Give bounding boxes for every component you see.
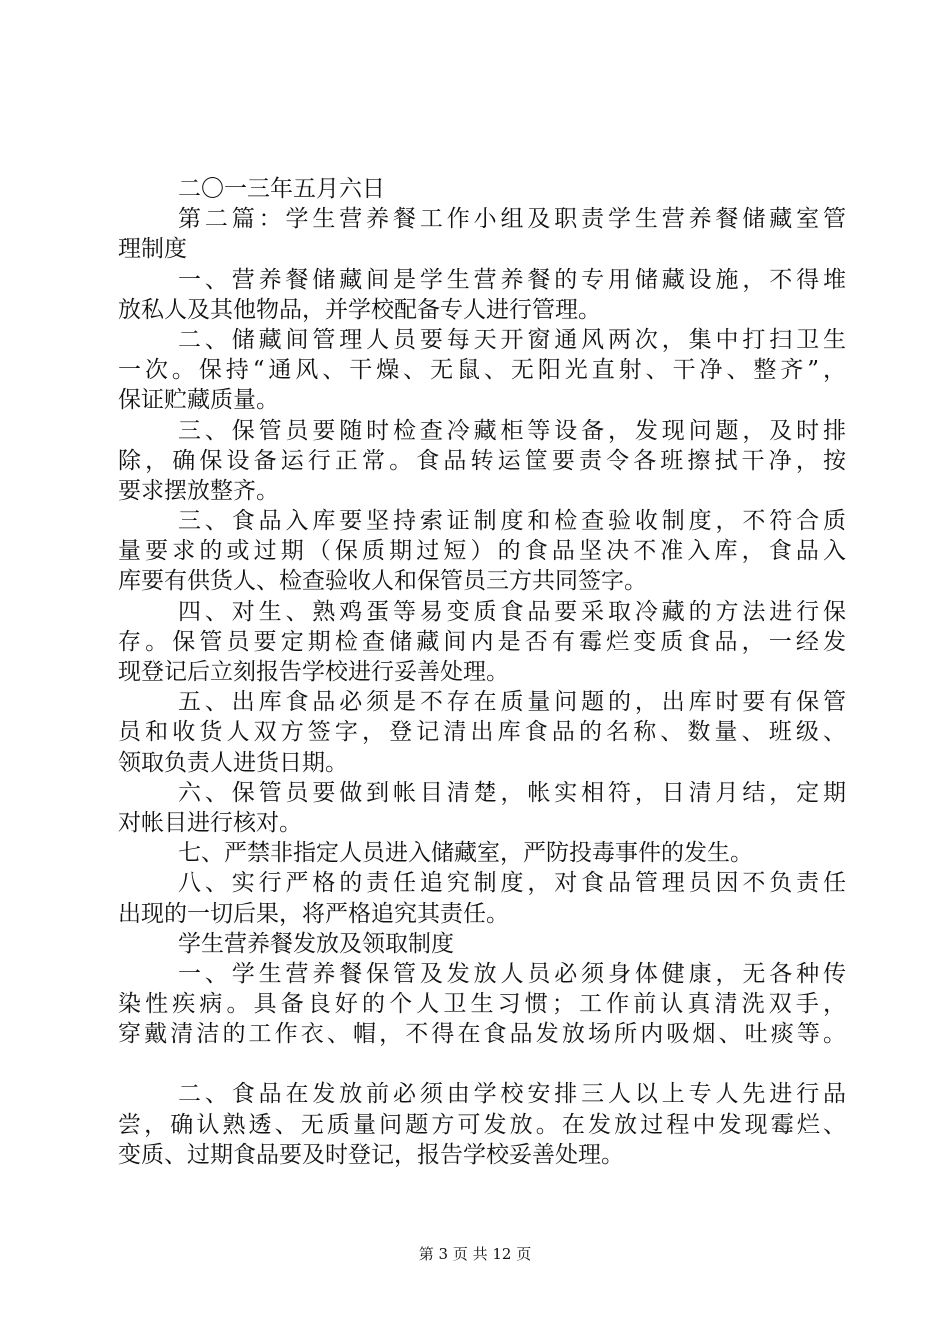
section-title: 第二篇：学生营养餐工作小组及职责学生营养餐储藏室管 xyxy=(178,206,846,233)
paragraph-line: 出现的一切后果，将严格追究其责任。 xyxy=(118,900,509,927)
paragraph-line: 一、学生营养餐保管及发放人员必须身体健康，无各种传 xyxy=(178,960,846,987)
paragraph-line: 染性疾病。具备良好的个人卫生习惯；工作前认真清洗双手， xyxy=(118,991,846,1018)
paragraph-line: 尝，确认熟透、无质量问题方可发放。在发放过程中发现霉烂、 xyxy=(118,1111,846,1138)
paragraph-line: 六、保管员要做到帐目清楚，帐实相符，日清月结，定期 xyxy=(178,779,846,806)
page-number-footer: 第 3 页 共 12 页 xyxy=(418,1245,532,1263)
paragraph-line: 二、储藏间管理人员要每天开窗通风两次，集中打扫卫生 xyxy=(178,326,846,353)
paragraph-line: 放私人及其他物品，并学校配备专人进行管理。 xyxy=(118,296,601,323)
paragraph-line: 要求摆放整齐。 xyxy=(118,477,279,504)
paragraph-line: 量要求的或过期（保质期过短）的食品坚决不准入库，食品入 xyxy=(118,538,846,565)
section-title-cont: 理制度 xyxy=(118,236,187,263)
paragraph-line: 一次。保持“通风、干燥、无鼠、无阳光直射、干净、整齐”， xyxy=(118,357,846,384)
paragraph-line: 二、食品在发放前必须由学校安排三人以上专人先进行品 xyxy=(178,1081,846,1108)
date-line: 二〇一三年五月六日 xyxy=(178,176,385,202)
paragraph-line: 穿戴清洁的工作衣、帽，不得在食品发放场所内吸烟、吐痰等。 xyxy=(118,1021,846,1048)
paragraph-line: 四、对生、熟鸡蛋等易变质食品要采取冷藏的方法进行保 xyxy=(178,598,846,625)
paragraph-line: 保证贮藏质量。 xyxy=(118,387,279,414)
paragraph-line: 五、出库食品必须是不存在质量问题的，出库时要有保管 xyxy=(178,689,846,716)
paragraph-line: 对帐目进行核对。 xyxy=(118,809,302,836)
paragraph-line: 一、营养餐储藏间是学生营养餐的专用储藏设施，不得堆 xyxy=(178,266,846,293)
paragraph-line: 变质、过期食品要及时登记，报告学校妥善处理。 xyxy=(118,1141,624,1168)
paragraph-line: 八、实行严格的责任追究制度，对食品管理员因不负责任 xyxy=(178,870,846,897)
subsection-title: 学生营养餐发放及领取制度 xyxy=(178,930,454,957)
paragraph-line: 员和收货人双方签字，登记清出库食品的名称、数量、班级、 xyxy=(118,719,846,746)
paragraph-line: 库要有供货人、检查验收人和保管员三方共同签字。 xyxy=(118,568,647,595)
paragraph-line: 三、食品入库要坚持索证制度和检查验收制度，不符合质 xyxy=(178,508,846,535)
paragraph-line: 除，确保设备运行正常。食品转运筐要责令各班擦拭干净，按 xyxy=(118,447,846,474)
paragraph-line: 存。保管员要定期检查储藏间内是否有霉烂变质食品，一经发 xyxy=(118,628,846,655)
paragraph-line: 现登记后立刻报告学校进行妥善处理。 xyxy=(118,659,509,685)
paragraph-line: 领取负责人进货日期。 xyxy=(118,749,348,776)
paragraph-line: 三、保管员要随时检查冷藏柜等设备，发现问题，及时排 xyxy=(178,417,846,444)
paragraph-line: 七、严禁非指定人员进入储藏室，严防投毒事件的发生。 xyxy=(178,840,753,867)
document-body xyxy=(118,174,846,1170)
paragraph-gap xyxy=(118,1049,846,1079)
